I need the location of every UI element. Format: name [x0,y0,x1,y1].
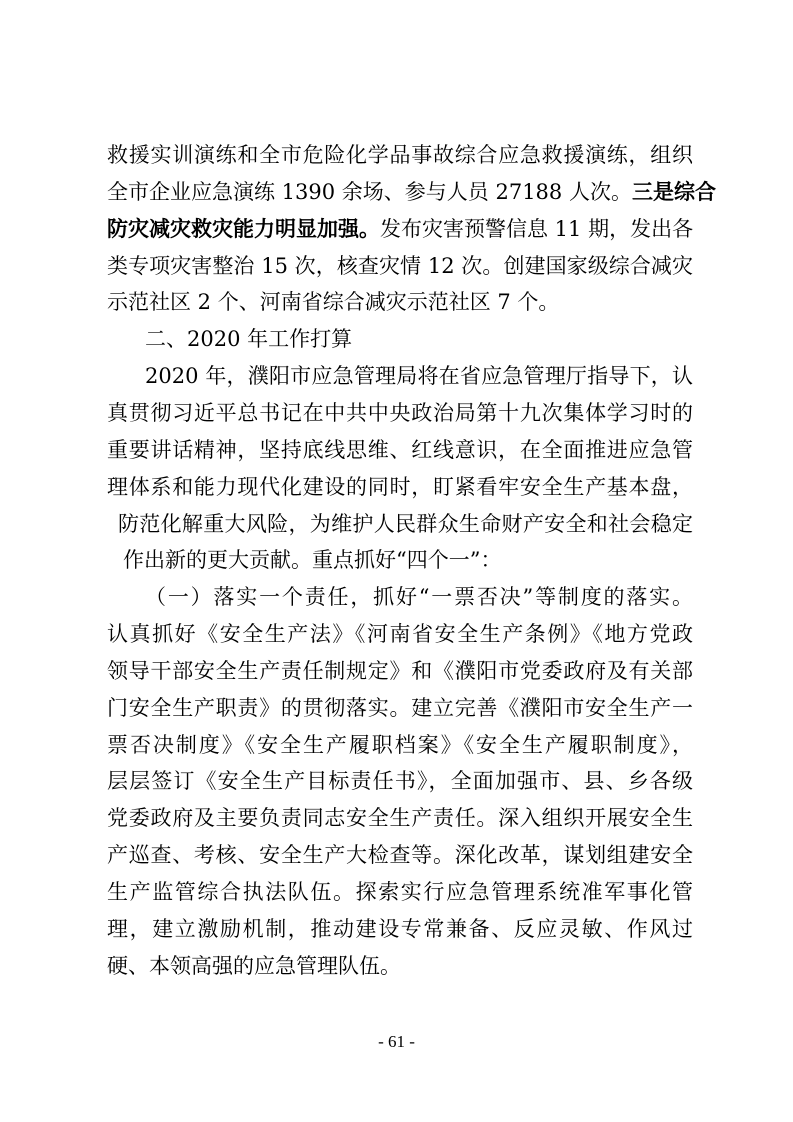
paragraph-line: 防范化解重大风险，为维护人民群众生命财产安全和社会稳定 [118,512,693,536]
paragraph-text: 全市企业应急演练 1390 余场、参与人员 27188 人次。 [107,180,632,204]
paragraph-line: 救援实训演练和全市危险化学品事故综合应急救援演练，组织 [107,143,693,167]
paragraph-line: 票否决制度》《安全生产履职档案》《安全生产履职制度》， [107,733,693,757]
emphasis-text: 三是综合 [631,179,716,204]
paragraph-line: 生产监管综合执法队伍。探索实行应急管理系统准军事化管 [107,880,693,904]
paragraph-line: 认真抓好《安全生产法》《河南省安全生产条例》《地方党政 [107,622,693,646]
paragraph-line: 层层签订《安全生产目标责任书》，全面加强市、县、乡各级 [107,769,693,793]
paragraph-line: 理，建立激励机制，推动建设专常兼备、反应灵敏、作风过 [107,917,693,941]
paragraph-line: 真贯彻习近平总书记在中共中央政治局第十九次集体学习时的 [107,401,693,425]
paragraph-line: 示范社区 2 个、河南省综合减灾示范社区 7 个。 [107,290,560,314]
page-number: - 61 - [378,1032,415,1051]
paragraph-line: 门安全生产职责》的贯彻落实。建立完善《濮阳市安全生产一 [107,696,693,720]
paragraph-line: 重要讲话精神，坚持底线思维、红线意识，在全面推进应急管 [107,438,693,462]
paragraph-text: 发布灾害预警信息 11 期，发出各 [380,217,694,241]
paragraph-line: 2020 年，濮阳市应急管理局将在省应急管理厅指导下，认 [145,364,693,388]
paragraph-line: 类专项灾害整治 15 次，核查灾情 12 次。创建国家级综合减灾 [107,254,693,278]
paragraph-line: 理体系和能力现代化建设的同时，盯紧看牢安全生产基本盘， [107,475,693,499]
paragraph-line: 领导干部安全生产责任制规定》和《濮阳市党委政府及有关部 [107,659,693,683]
paragraph-line: 作出新的更大贡献。重点抓好“四个一”： [123,548,502,572]
section-heading: 二、2020 年工作打算 [145,327,353,351]
paragraph-line [107,215,693,243]
paragraph-line: 硬、本领高强的应急管理队伍。 [107,954,401,978]
paragraph-line: 产巡查、考核、安全生产大检查等。深化改革，谋划组建安全 [107,843,693,867]
paragraph-line [107,178,716,206]
emphasis-text: 防灾减灾救灾能力明显加强。 [107,216,380,241]
paragraph-line: （一）落实一个责任，抓好“一票否决”等制度的落实。 [145,585,693,609]
paragraph-line: 党委政府及主要负责同志安全生产责任。深入组织开展安全生 [107,806,693,830]
